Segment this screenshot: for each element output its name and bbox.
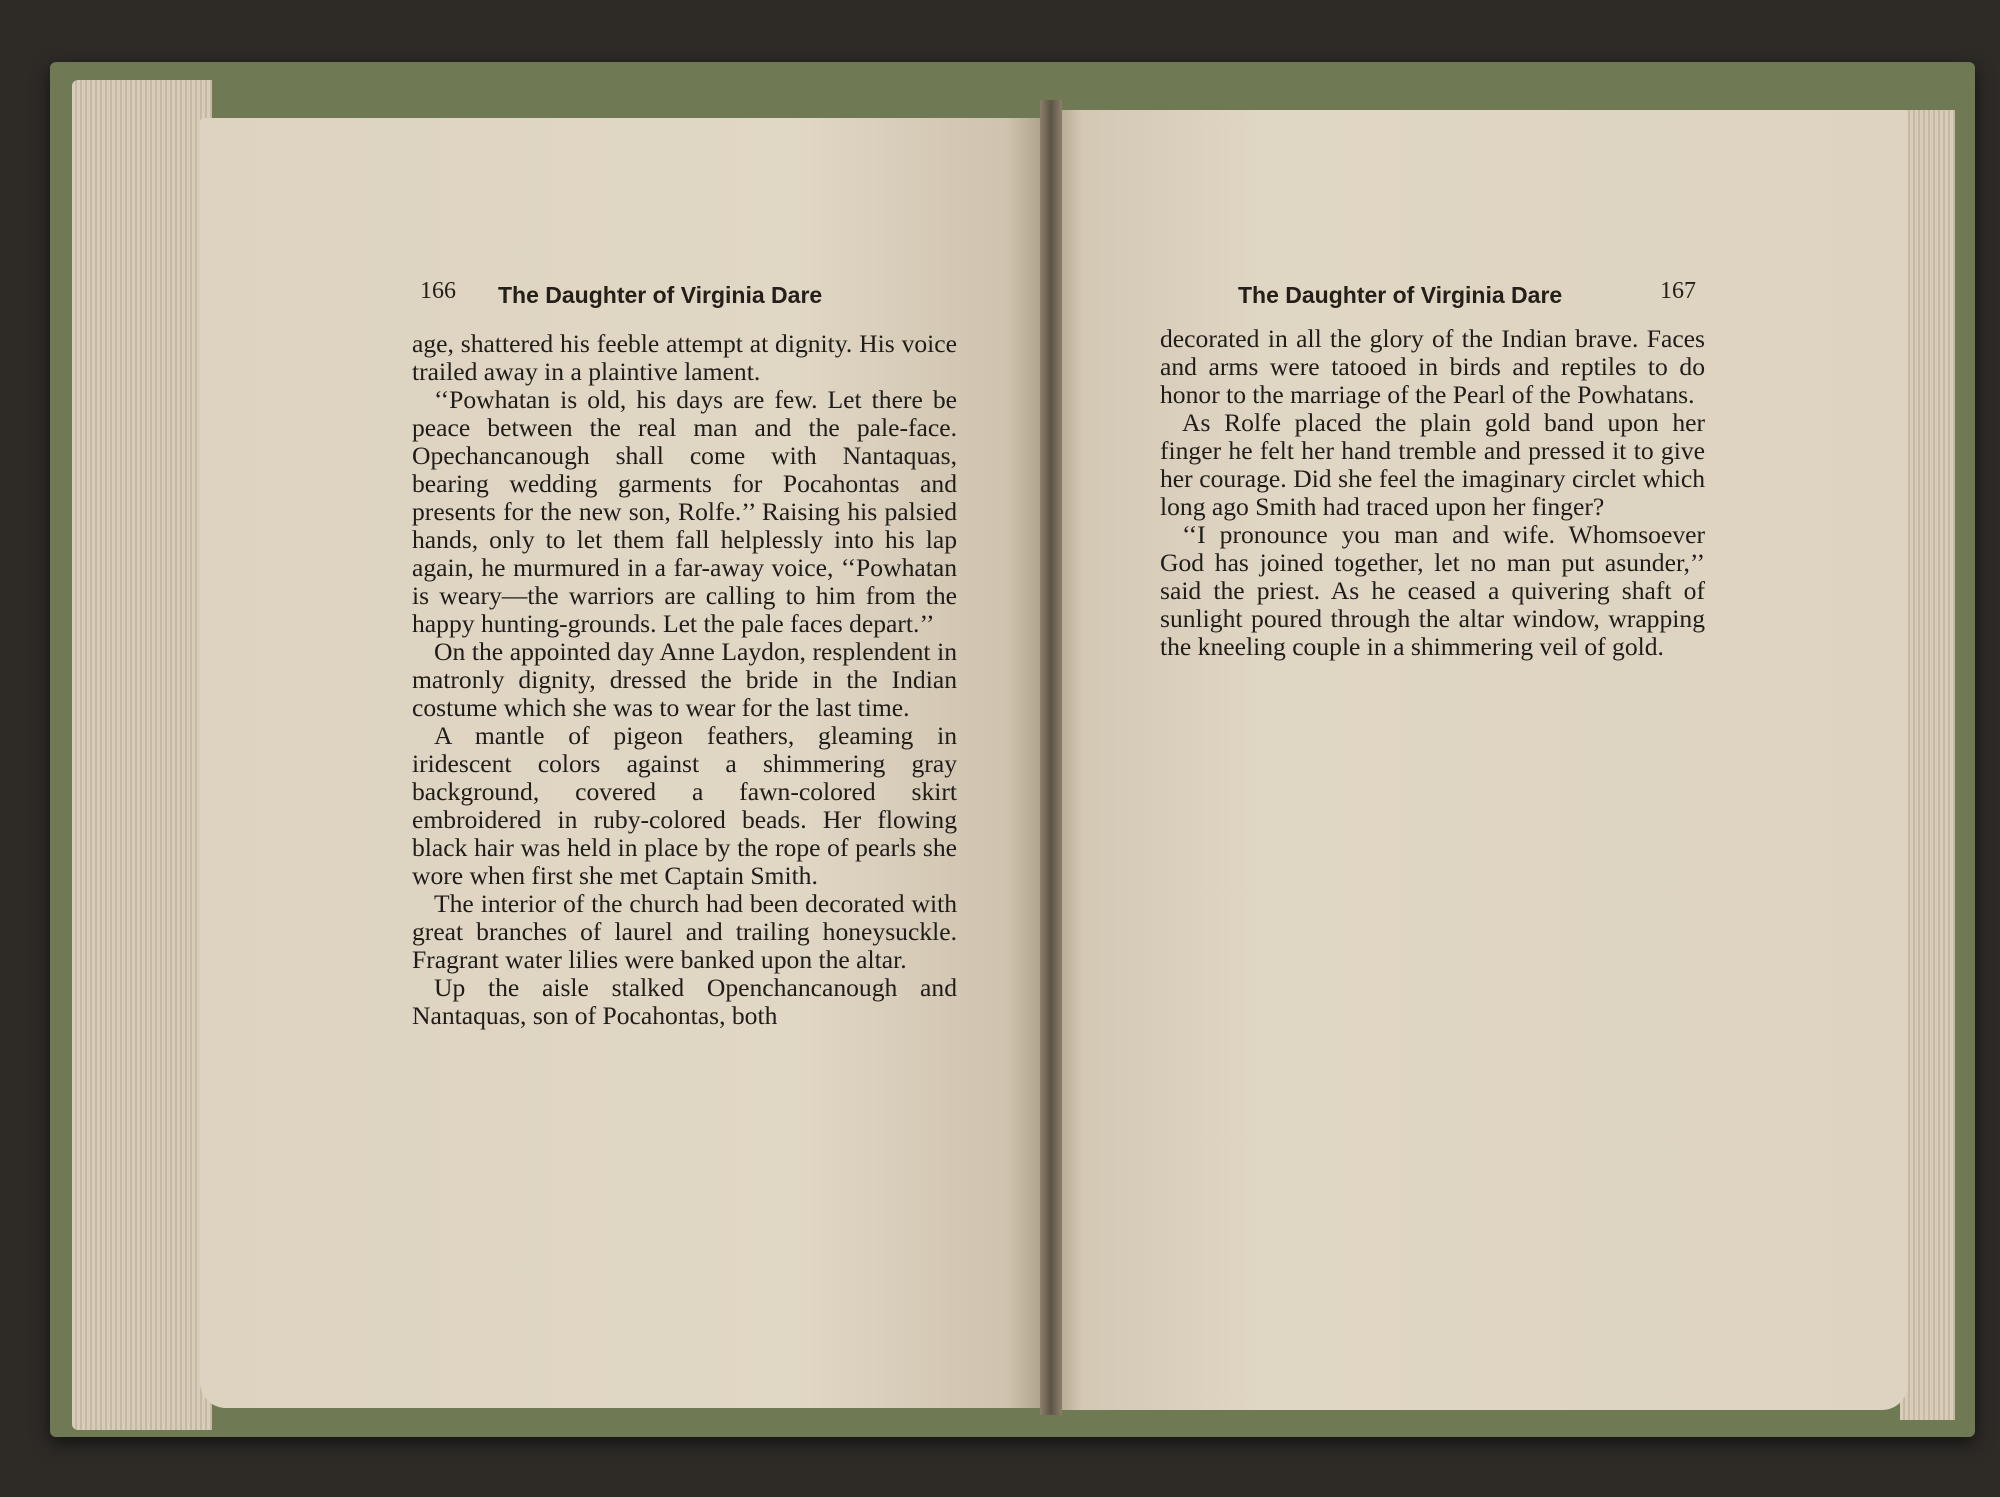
paragraph: A mantle of pigeon feathers, gleaming in iridescent colors against a shimmering gray background, covered a fawn-colored skirt embroidered in ruby-colored beads. Her flowing black hair was held in place by the rope of pearls she wore when first she met Captain Smith.	[412, 721, 957, 890]
paragraph: ‘‘I pronounce you man and wife. Whomsoever God has joined together, let no man put asunder,’’ said the priest. As he ceased a quivering shaft of sunlight poured through the altar window, wrapping the kneeling couple in a shimmering veil of gold.	[1160, 520, 1705, 661]
paragraph: Up the aisle stalked Openchancanough and Nantaquas, son of Pocahontas, both	[412, 973, 957, 1030]
paragraph: age, shattered his feeble attempt at dignity. His voice trailed away in a plaintive lament.	[412, 329, 957, 386]
paragraph: decorated in all the glory of the Indian brave. Faces and arms were tatooed in birds and reptiles to do honor to the marriage of the Pearl of the Powhatans.	[1160, 324, 1705, 409]
page-edges-left	[72, 80, 212, 1430]
left-page-body	[412, 330, 957, 1030]
right-page-number: 167	[1660, 278, 1696, 304]
right-page-body	[1160, 325, 1705, 661]
right-running-head: The Daughter of Virginia Dare	[1238, 282, 1563, 308]
paragraph: ‘‘Powhatan is old, his days are few. Let there be peace between the real man and the pale-face. Opechancanough shall come with Nantaquas, bearing wedding garments for Pocahontas and presents for the new son, Rolfe.’’ Raising his palsied hands, only to let them fall helplessly into his lap again, he murmured in a far-away voice, ‘‘Powhatan is weary—the warriors are calling to him from the happy hunting-grounds. Let the pale faces depart.’’	[412, 385, 957, 638]
book-gutter	[1040, 100, 1062, 1415]
paragraph: As Rolfe placed the plain gold band upon her finger he felt her hand tremble and pressed it to give her courage. Did she feel the imaginary circlet which long ago Smith had traced upon her finger?	[1160, 408, 1705, 521]
paragraph: On the appointed day Anne Laydon, resplendent in matronly dignity, dressed the bride in the Indian costume which she was to wear for the last time.	[412, 637, 957, 722]
page-edges-right	[1900, 110, 1955, 1420]
paragraph: The interior of the church had been decorated with great branches of laurel and trailing honeysuckle. Fragrant water lilies were banked upon the altar.	[412, 889, 957, 974]
left-running-head: The Daughter of Virginia Dare	[498, 282, 823, 308]
left-page-number: 166	[420, 278, 456, 304]
